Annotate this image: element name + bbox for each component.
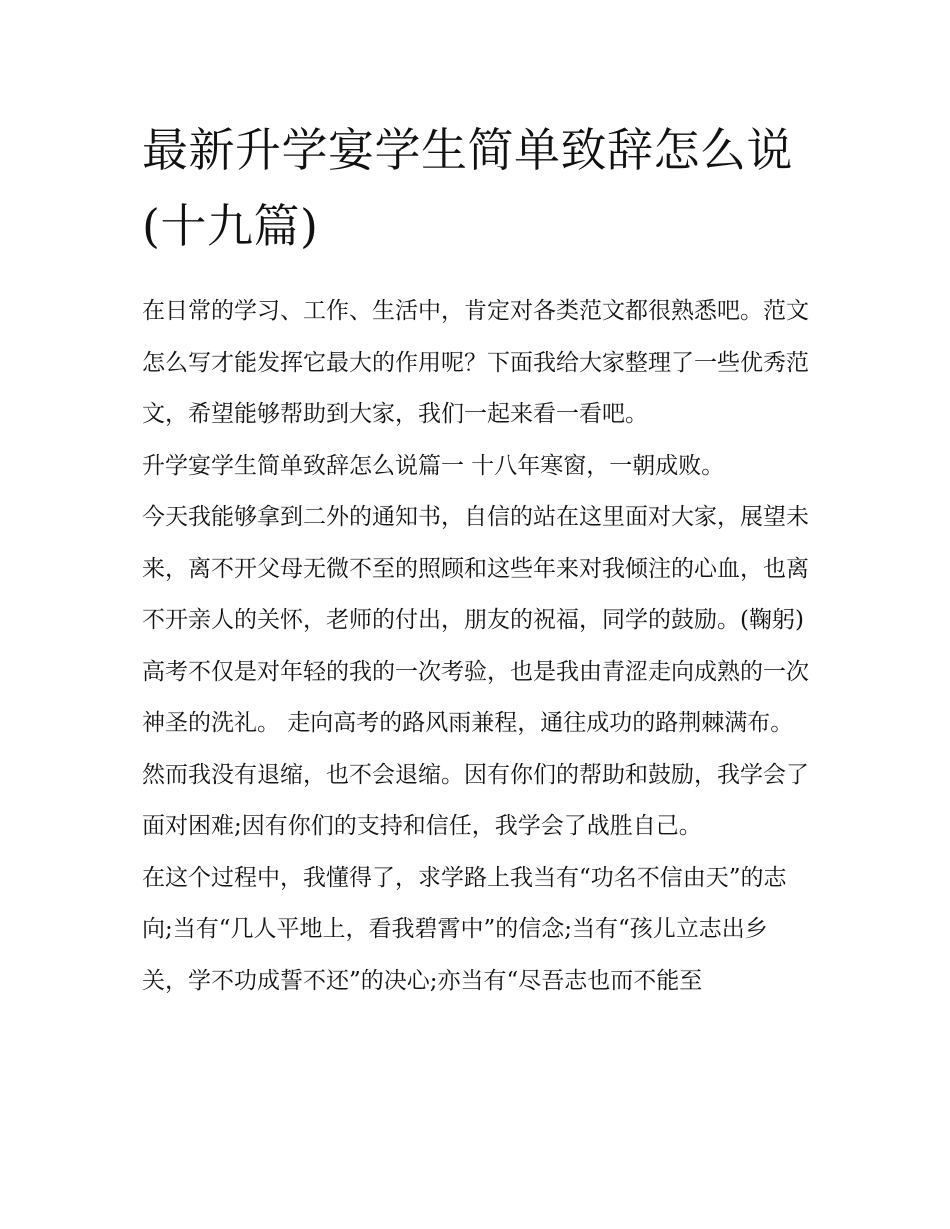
paragraph-section-heading: 升学宴学生简单致辞怎么说篇一 十八年寒窗，一朝成败。 — [142, 452, 725, 479]
paragraph: 高考不仅是对年轻的我的一次考验，也是我由青涩走向成熟的一次神圣的洗礼。 走向高考的路风雨兼程，通往成功的路荆棘满布。 — [142, 658, 809, 736]
paragraph: 今天我能够拿到二外的通知书，自信的站在这里面对大家，展望未来，离不开父母无微不至的照顾和这些年来对我倾注的心血，也离不开亲人的关怀，老师的付出，朋友的祝福，同学的鼓励。(鞠躬) — [142, 504, 809, 633]
paragraph: 然而我没有退缩，也不会退缩。因有你们的帮助和鼓励，我学会了面对困难;因有你们的支持和信任，我学会了战胜自己。 — [142, 761, 809, 839]
document-body — [142, 286, 812, 1007]
document-title: 最新升学宴学生简单致辞怎么说(十九篇) — [142, 123, 793, 253]
paragraph-intro: 在日常的学习、工作、生活中，肯定对各类范文都很熟悉吧。范文怎么写才能发挥它最大的作用呢？下面我给大家整理了一些优秀范文，希望能够帮助到大家，我们一起来看一看吧。 — [142, 298, 809, 427]
paragraph: 在这个过程中，我懂得了，求学路上我当有“功名不信由天”的志向;当有“几人平地上，看我碧霄中”的信念;当有“孩儿立志出乡关，学不功成誓不还”的决心;亦当有“尽吾志也而不能至 — [142, 864, 787, 994]
